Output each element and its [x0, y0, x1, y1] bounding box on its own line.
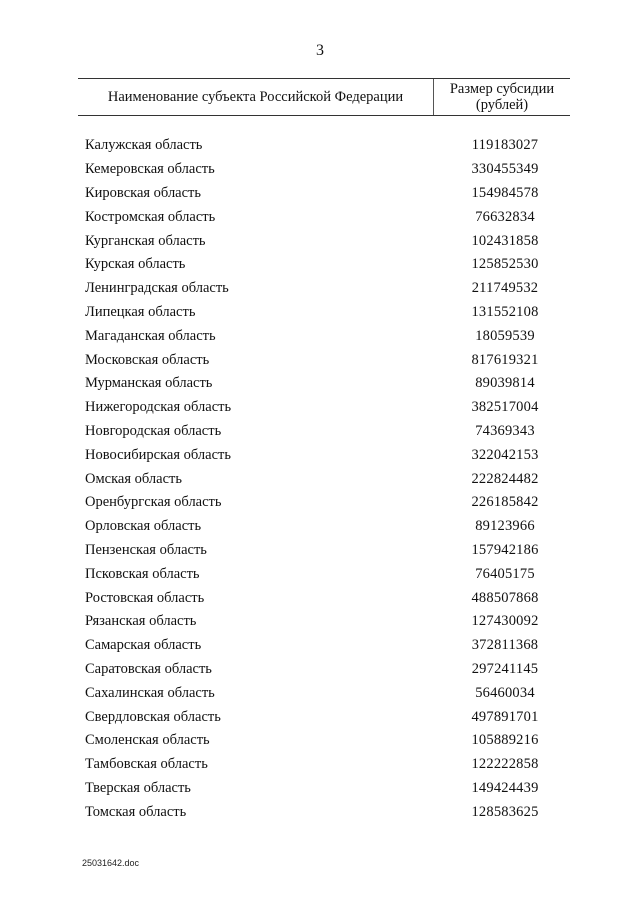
- table-row: [78, 134, 570, 158]
- header-amount-line2: (рублей): [475, 97, 529, 113]
- subsidy-amount: 372811368: [471, 637, 539, 654]
- table-row: [78, 562, 570, 586]
- region-name: Липецкая область: [85, 303, 196, 320]
- region-name: Саратовская область: [85, 660, 212, 677]
- subsidy-amount: 89039814: [475, 375, 535, 392]
- subsidy-amount: 382517004: [471, 399, 539, 416]
- subsidy-amount: 127430092: [471, 613, 539, 630]
- subsidy-amount: 56460034: [475, 684, 535, 701]
- region-name: Омская область: [85, 470, 182, 487]
- table-row: [78, 443, 570, 467]
- region-name: Смоленская область: [85, 732, 210, 749]
- subsidy-amount: 149424439: [471, 779, 539, 796]
- table-row: [78, 372, 570, 396]
- subsidy-amount: 125852530: [471, 256, 539, 273]
- subsidy-amount: 222824482: [471, 470, 539, 487]
- subsidy-amount: 105889216: [471, 732, 539, 749]
- subsidy-amount: 330455349: [471, 161, 539, 178]
- region-name: Томская область: [85, 803, 187, 820]
- region-name: Кемеровская область: [85, 161, 215, 178]
- region-name: Сахалинская область: [85, 684, 215, 701]
- table-header: [78, 78, 570, 116]
- region-name: Оренбургская область: [85, 494, 222, 511]
- table-row: [78, 420, 570, 444]
- subsidy-amount: 131552108: [471, 303, 539, 320]
- header-amount-line1: Размер субсидии: [449, 81, 555, 97]
- table-row: [78, 753, 570, 777]
- table-row: [78, 277, 570, 301]
- region-name: Орловская область: [85, 518, 202, 535]
- region-name: Костромская область: [85, 208, 216, 225]
- region-name: Магаданская область: [85, 327, 216, 344]
- subsidy-amount: 18059539: [475, 327, 535, 344]
- subsidy-amount: 119183027: [471, 137, 539, 154]
- table-body: [78, 134, 570, 824]
- region-name: Московская область: [85, 351, 210, 368]
- region-name: Курская область: [85, 256, 186, 273]
- region-name: Мурманская область: [85, 375, 213, 392]
- subsidy-amount: 322042153: [471, 446, 539, 463]
- header-subsidy-amount: [434, 79, 570, 115]
- subsidy-amount: 122222858: [471, 756, 539, 773]
- region-name: Самарская область: [85, 637, 202, 654]
- table-row: [78, 515, 570, 539]
- subsidy-amount: 74369343: [475, 422, 535, 439]
- table-row: [78, 729, 570, 753]
- table-row: [78, 301, 570, 325]
- subsidy-amount: 157942186: [471, 541, 539, 558]
- table-row: [78, 229, 570, 253]
- region-name: Тверская область: [85, 779, 191, 796]
- table-row: [78, 348, 570, 372]
- region-name: Ленинградская область: [85, 280, 229, 297]
- table-row: [78, 158, 570, 182]
- region-name: Кировская область: [85, 184, 202, 201]
- document-filename: 25031642.doc: [82, 858, 140, 868]
- table-row: [78, 634, 570, 658]
- subsidy-amount: 817619321: [471, 351, 539, 368]
- region-name: Новгородская область: [85, 422, 222, 439]
- table-row: [78, 681, 570, 705]
- region-name: Свердловская область: [85, 708, 221, 725]
- table-row: [78, 491, 570, 515]
- subsidy-amount: 226185842: [471, 494, 539, 511]
- region-name: Ростовская область: [85, 589, 205, 606]
- subsidy-amount: 128583625: [471, 803, 539, 820]
- subsidy-amount: 102431858: [471, 232, 539, 249]
- header-region-name: Наименование субъекта Российской Федерации: [78, 79, 434, 115]
- table-row: [78, 539, 570, 563]
- region-name: Нижегородская область: [85, 399, 232, 416]
- subsidy-amount: 297241145: [471, 660, 539, 677]
- table-row: [78, 586, 570, 610]
- table-row: [78, 324, 570, 348]
- table-row: [78, 205, 570, 229]
- region-name: Курганская область: [85, 232, 206, 249]
- subsidy-amount: 211749532: [471, 280, 539, 297]
- region-name: Псковская область: [85, 565, 200, 582]
- subsidy-amount: 89123966: [475, 518, 535, 535]
- table-row: [78, 777, 570, 801]
- subsidy-amount: 76405175: [475, 565, 535, 582]
- region-name: Рязанская область: [85, 613, 197, 630]
- table-row: [78, 396, 570, 420]
- page-number: 3: [316, 42, 324, 59]
- region-name: Калужская область: [85, 137, 203, 154]
- subsidy-amount: 497891701: [471, 708, 539, 725]
- region-name: Новосибирская область: [85, 446, 231, 463]
- subsidy-table: [78, 78, 570, 824]
- table-row: [78, 610, 570, 634]
- subsidy-amount: 76632834: [475, 208, 535, 225]
- table-row: [78, 800, 570, 824]
- table-row: [78, 253, 570, 277]
- table-row: [78, 467, 570, 491]
- table-row: [78, 658, 570, 682]
- subsidy-amount: 154984578: [471, 184, 539, 201]
- region-name: Пензенская область: [85, 541, 207, 558]
- region-name: Тамбовская область: [85, 756, 208, 773]
- table-row: [78, 705, 570, 729]
- subsidy-amount: 488507868: [471, 589, 539, 606]
- table-row: [78, 182, 570, 206]
